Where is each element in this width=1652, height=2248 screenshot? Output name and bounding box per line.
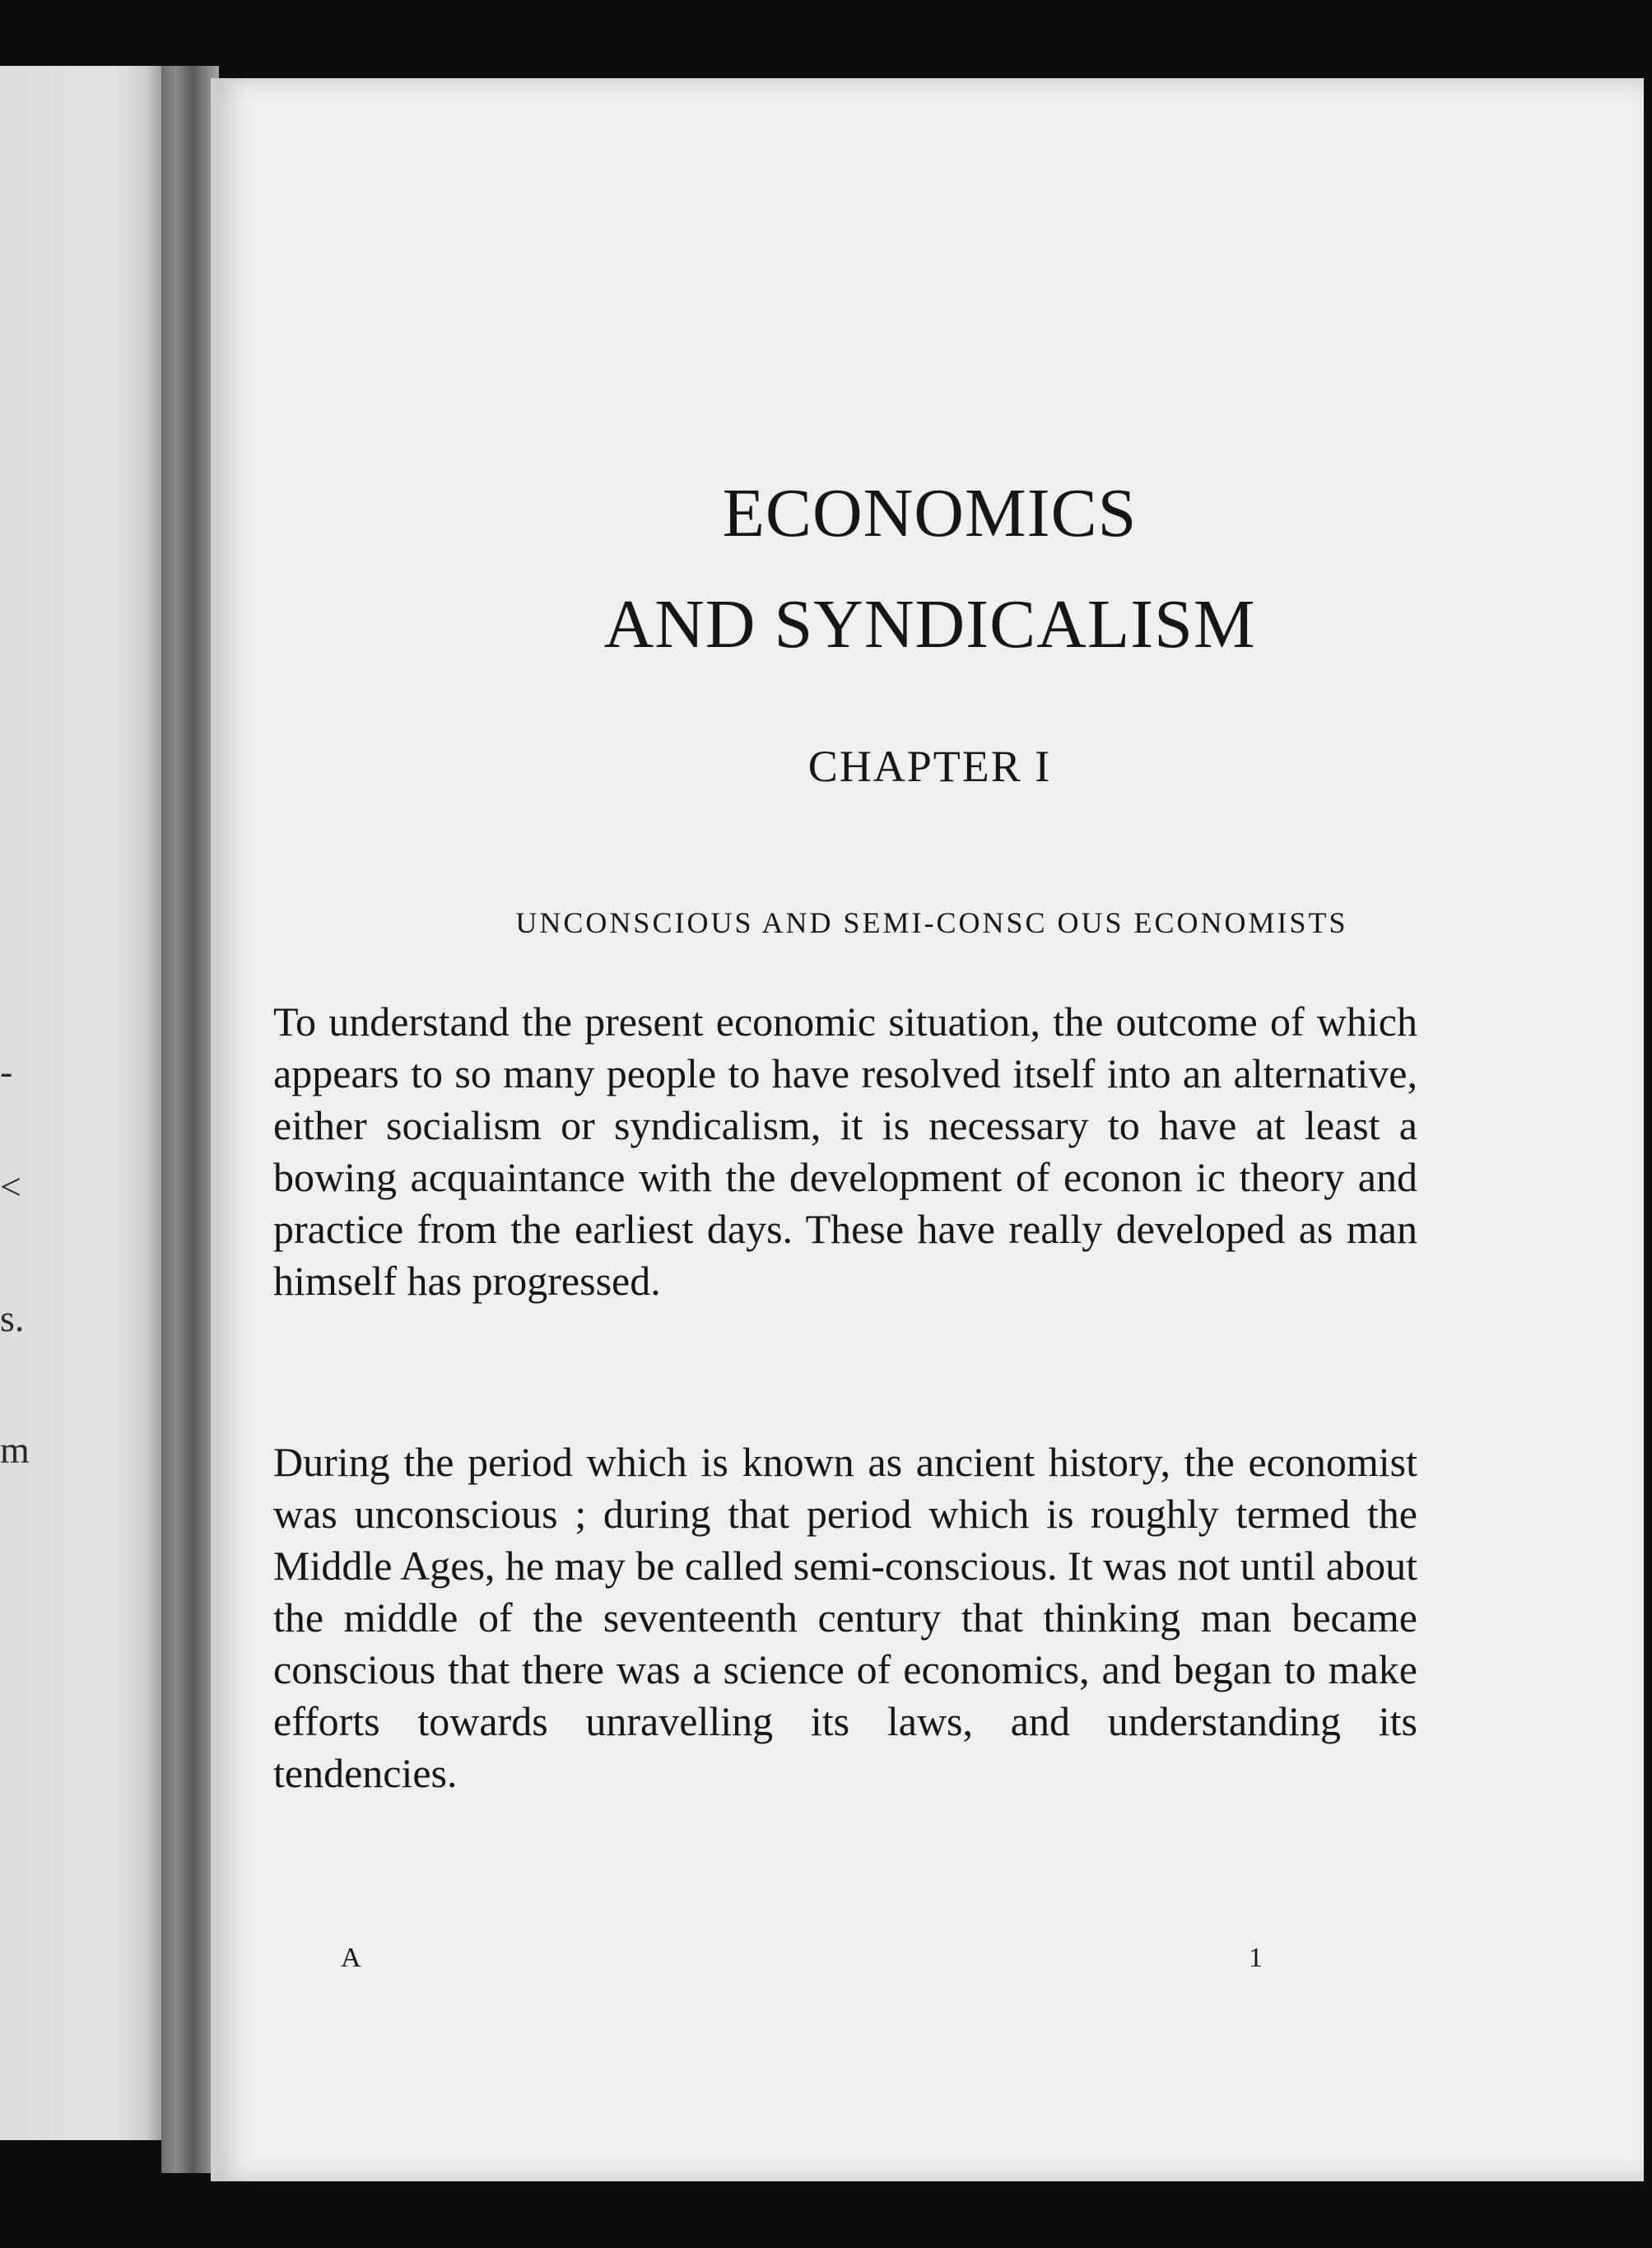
facing-page-left <box>0 66 165 2140</box>
book-page <box>211 78 1644 2181</box>
chapter-subtitle: UNCONSCIOUS AND SEMI-CONSC OUS ECONOMISTS <box>515 906 1348 939</box>
left-page-fragment: - <box>0 1050 13 1092</box>
body-paragraph: During the period which is known as ancient history, the economist was unconscious ; during that period which is roughly termed the Middle Ages, he may be called semi-conscious. It was not until about the middle of the seventeenth century that thinking man became conscious that there was a science of economics, and began to make efforts towards unravelling its laws, and understanding its tendencies. <box>273 1439 1417 1796</box>
signature-mark: A <box>341 1943 361 1973</box>
left-page-fragment: m <box>0 1429 30 1471</box>
book-title-line-1: ECONOMICS <box>722 475 1138 552</box>
page-number: 1 <box>1249 1943 1263 1973</box>
body-paragraph: To understand the present economic situation, the outcome of which appears to so many people to have resolved itself into an alternative, either socialism or syndicalism, it is necessary to have at least a bowing acquaintance with the development of econon ic theory and practice from the earliest days. These have really developed as man himself has progressed. <box>273 998 1417 1304</box>
page-content <box>216 78 1644 2181</box>
chapter-heading: CHAPTER I <box>807 742 1052 791</box>
left-page-fragment: < <box>0 1166 21 1208</box>
book-title-line-2: AND SYNDICALISM <box>603 586 1256 663</box>
left-page-fragment: s. <box>0 1297 25 1339</box>
